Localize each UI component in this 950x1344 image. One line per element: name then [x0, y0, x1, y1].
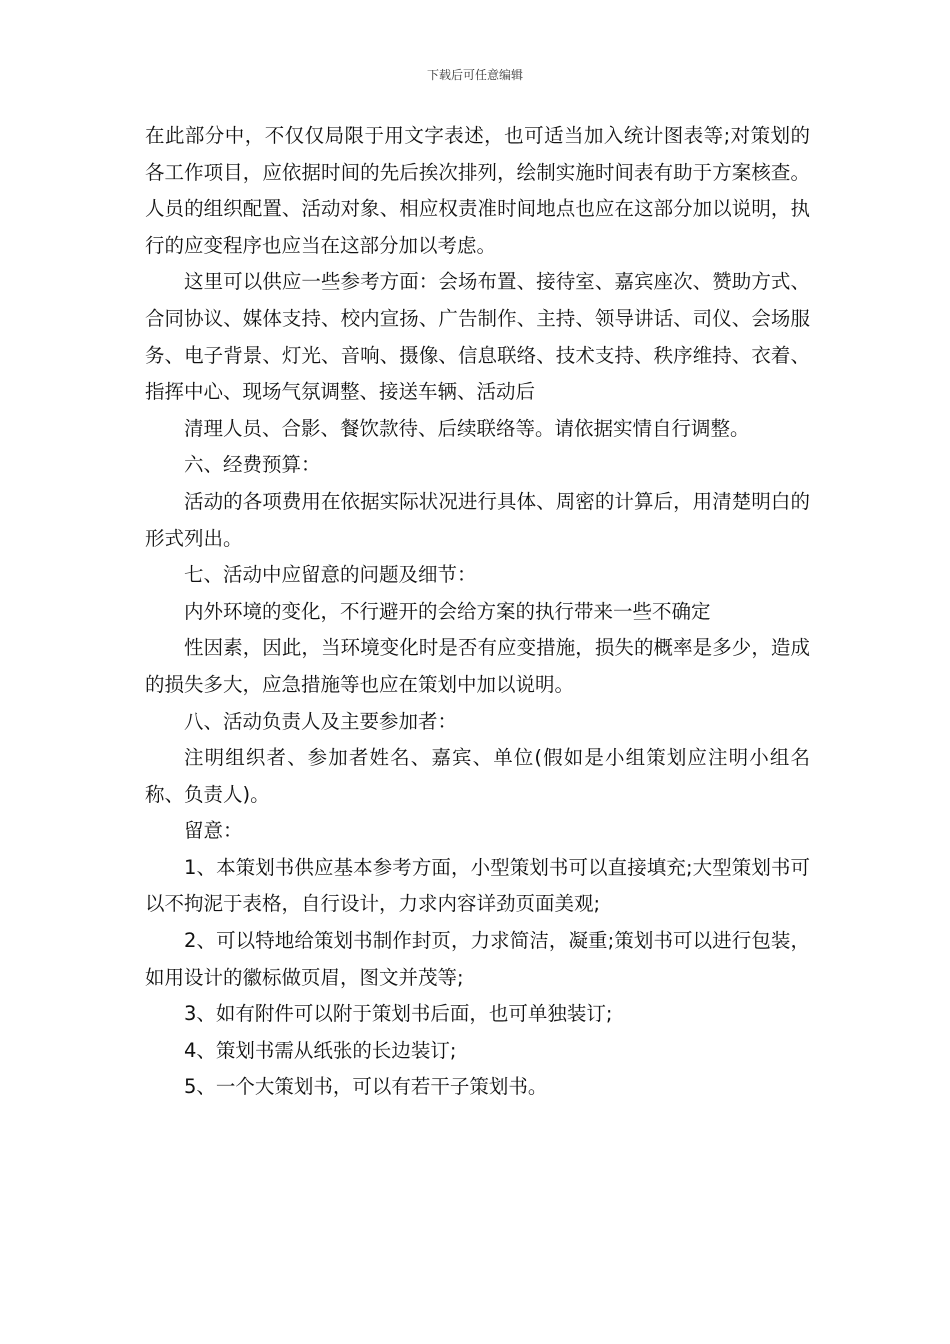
- note-item-1: 1、本策划书供应基本参考方面，小型策划书可以直接填充;大型策划书可以不拘泥于表格，自行设计，力求内容详劲页面美观;: [145, 855, 810, 916]
- paragraph-issues: 性因素，因此，当环境变化时是否有应变措施，损失的概率是多少，造成的损失多大，应急措施等也应在策划中加以说明。: [145, 636, 810, 696]
- document-body: [145, 118, 810, 1106]
- heading-budget: 六、经费预算：: [184, 453, 321, 477]
- heading-responsible: 八、活动负责人及主要参加者：: [184, 709, 458, 733]
- note-item-3: 3、如有附件可以附于策划书后面，也可单独装订;: [184, 1002, 613, 1026]
- paragraph-plan-description: 在此部分中，不仅仅局限于用文字表述，也可适当加入统计图表等;对策划的各工作项目，应依据时间的先后挨次排列，绘制实施时间表有助于方案核查。人员的组织配置、活动对象、相应权责准时间地点也应在这部分加以说明，执行的应变程序也应当在这部分加以考虑。: [145, 124, 810, 257]
- paragraph-cleanup: 清理人员、合影、餐饮款待、后续联络等。请依据实情自行调整。: [184, 416, 750, 440]
- note-item-5: 5、一个大策划书，可以有若干子策划书。: [184, 1075, 548, 1099]
- paragraph-responsible: 注明组织者、参加者姓名、嘉宾、单位(假如是小组策划应注明小组名称、负责人)。: [145, 746, 810, 806]
- paragraph-issues-line: 内外环境的变化，不行避开的会给方案的执行带来一些不确定: [184, 599, 711, 623]
- page-header: 下载后可任意编辑: [426, 68, 523, 82]
- heading-issues: 七、活动中应留意的问题及细节：: [184, 563, 477, 587]
- paragraph-budget: 活动的各项费用在依据实际状况进行具体、周密的计算后，用清楚明白的形式列出。: [145, 489, 810, 550]
- note-item-4: 4、策划书需从纸张的长边装订;: [184, 1038, 457, 1062]
- note-item-2: 2、可以特地给策划书制作封页，力求简洁，凝重;策划书可以进行包装，如用设计的徽标做页眉，图文并茂等;: [145, 929, 810, 989]
- paragraph-reference-aspects: 这里可以供应一些参考方面：会场布置、接待室、嘉宾座次、赞助方式、合同协议、媒体支持、校内宣扬、广告制作、主持、领导讲话、司仪、会场服务、电子背景、灯光、音响、摄像、信息联络、技术支持、秩序维持、衣着、指挥中心、现场气氛调整、接送车辆、活动后: [145, 270, 810, 404]
- heading-notes: 留意：: [184, 819, 243, 843]
